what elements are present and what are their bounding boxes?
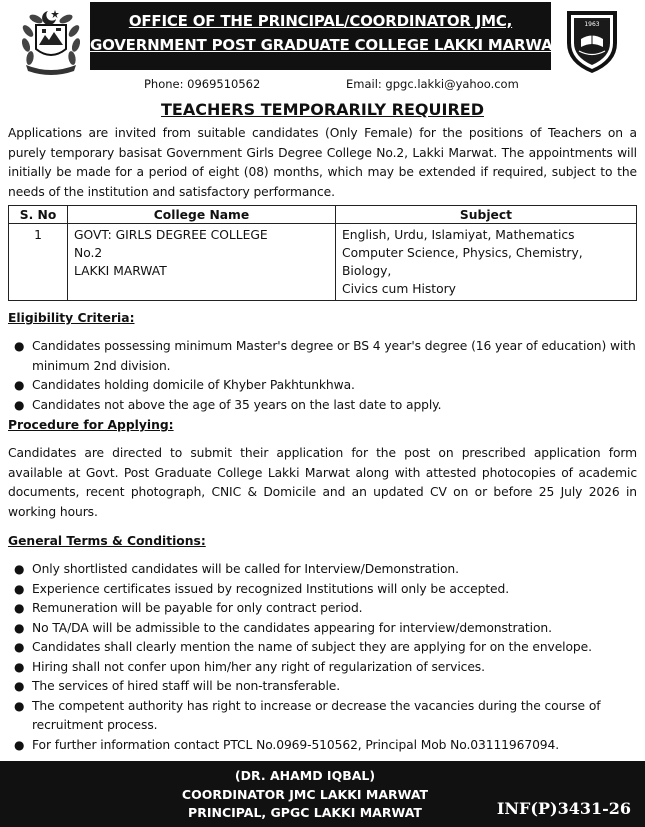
bullet-icon: ● (14, 737, 25, 752)
list-item (14, 599, 637, 619)
table-header-row (9, 206, 637, 224)
college-seal-icon (559, 5, 625, 75)
list-item (14, 697, 637, 736)
email-address: Email: gpgc.lakki@yahoo.com (346, 77, 519, 91)
terms-list (8, 560, 637, 755)
office-title-box (90, 2, 562, 70)
inf-number: INF(P)3431-26 (496, 799, 631, 818)
header-subject: Subject (336, 206, 637, 224)
list-item (14, 736, 637, 756)
list-item-text: Candidates possessing minimum Master's degree or BS 4 year's degree (16 year of education) with minimum 2nd division. (32, 339, 636, 373)
seal-year: 1963 (584, 21, 600, 28)
list-item-text: Candidates shall clearly mention the name of subject they are applying for on the envelope. (32, 640, 592, 654)
signatory-name: (DR. AHAMD IQBAL) (234, 768, 376, 783)
header-sno: S. No (9, 206, 68, 224)
list-item (14, 560, 637, 580)
list-item (14, 619, 637, 639)
table-row (9, 224, 637, 301)
bullet-icon: ● (14, 378, 25, 392)
main-heading: TEACHERS TEMPORARILY REQUIRED (161, 100, 484, 119)
list-item (14, 580, 637, 600)
list-item-text: Candidates holding domicile of Khyber Pakhtunkhwa. (32, 378, 355, 392)
list-item-text: For further information contact PTCL No.0969-510562, Principal Mob No.03111967094. (32, 737, 560, 752)
college-line: No.2 (74, 246, 103, 260)
list-item (14, 638, 637, 658)
subject-line: Biology, (342, 264, 392, 278)
bullet-icon: ● (14, 698, 25, 713)
phone-number: Phone: 0969510562 (144, 77, 261, 91)
intro-paragraph: Applications are invited from suitable candidates (Only Female) for the positions of Teachers on a purely temporary basisat Government Girls Degree College No.2, Lakki Marwat. The appointments will initially be made for a period of eight (08) months, which may be extended if required, subject to the needs of the institution and satisfactory performance. (8, 126, 637, 199)
college-line: GOVT: GIRLS DEGREE COLLEGE (74, 228, 268, 242)
list-item (14, 677, 637, 697)
list-item-text: Remuneration will be payable for only contract period. (32, 601, 363, 615)
eligibility-title: Eligibility Criteria: (8, 311, 135, 325)
list-item-text: Experience certificates issued by recognized Institutions will only be accepted. (32, 581, 510, 596)
bullet-icon: ● (14, 339, 25, 353)
list-item (14, 337, 637, 376)
list-item-text: Candidates not above the age of 35 years on the last date to apply. (32, 397, 442, 412)
bullet-icon: ● (14, 581, 25, 596)
list-item-text: Only shortlisted candidates will be called for Interview/Demonstration. (32, 562, 459, 576)
cell-sno: 1 (9, 224, 68, 301)
terms-title: General Terms & Conditions: (8, 534, 206, 548)
office-title-line1: OFFICE OF THE PRINCIPAL/COORDINATOR JMC, (128, 12, 513, 30)
bullet-icon: ● (14, 397, 25, 412)
college-line: LAKKI MARWAT (74, 264, 167, 278)
header (8, 0, 637, 75)
list-item-text: No TA/DA will be admissible to the candidates appearing for interview/demonstration. (32, 620, 552, 635)
eligibility-list (8, 337, 637, 415)
bullet-icon: ● (14, 659, 25, 674)
signature-footer (0, 761, 645, 827)
list-item-text: The services of hired staff will be non-transferable. (32, 679, 341, 693)
cell-college (68, 224, 336, 301)
vacancy-table (8, 205, 637, 301)
list-item (14, 658, 637, 678)
signatory-designation: PRINCIPAL, GPGC LAKKI MARWAT (188, 805, 422, 820)
procedure-paragraph: Candidates are directed to submit their application for the post on prescribed application form available at Govt. Post Graduate College Lakki Marwat along with attested photocopies of academic documents, recent photograph, CNIC & Domicile and an updated CV on or before 25 July 2026 in working hours. (8, 446, 637, 519)
subject-line: Civics cum History (342, 282, 456, 296)
bullet-icon: ● (14, 679, 25, 693)
list-item (14, 396, 637, 416)
bullet-icon: ● (14, 562, 25, 576)
subject-line: English, Urdu, Islamiyat, Mathematics (342, 228, 575, 242)
bullet-icon: ● (14, 640, 25, 654)
signature-block (160, 767, 450, 823)
bullet-icon: ● (14, 620, 25, 635)
procedure-title: Procedure for Applying: (8, 418, 174, 432)
list-item (14, 376, 637, 396)
contact-line (8, 75, 637, 93)
bullet-icon: ● (14, 601, 25, 615)
signatory-designation: COORDINATOR JMC LAKKI MARWAT (181, 786, 429, 802)
list-item-text: Hiring shall not confer upon him/her any right of regularization of services. (32, 659, 485, 674)
subject-line: Computer Science, Physics, Chemistry, (342, 246, 583, 260)
header-college: College Name (68, 206, 336, 224)
list-item-text: The competent authority has right to increase or decrease the vacancies during the course of recruitment process. (32, 698, 601, 732)
cell-subjects (336, 224, 637, 301)
office-title-line2: GOVERNMENT POST GRADUATE COLLEGE LAKKI MARWAT (90, 36, 562, 54)
kp-government-emblem-icon (18, 5, 84, 75)
